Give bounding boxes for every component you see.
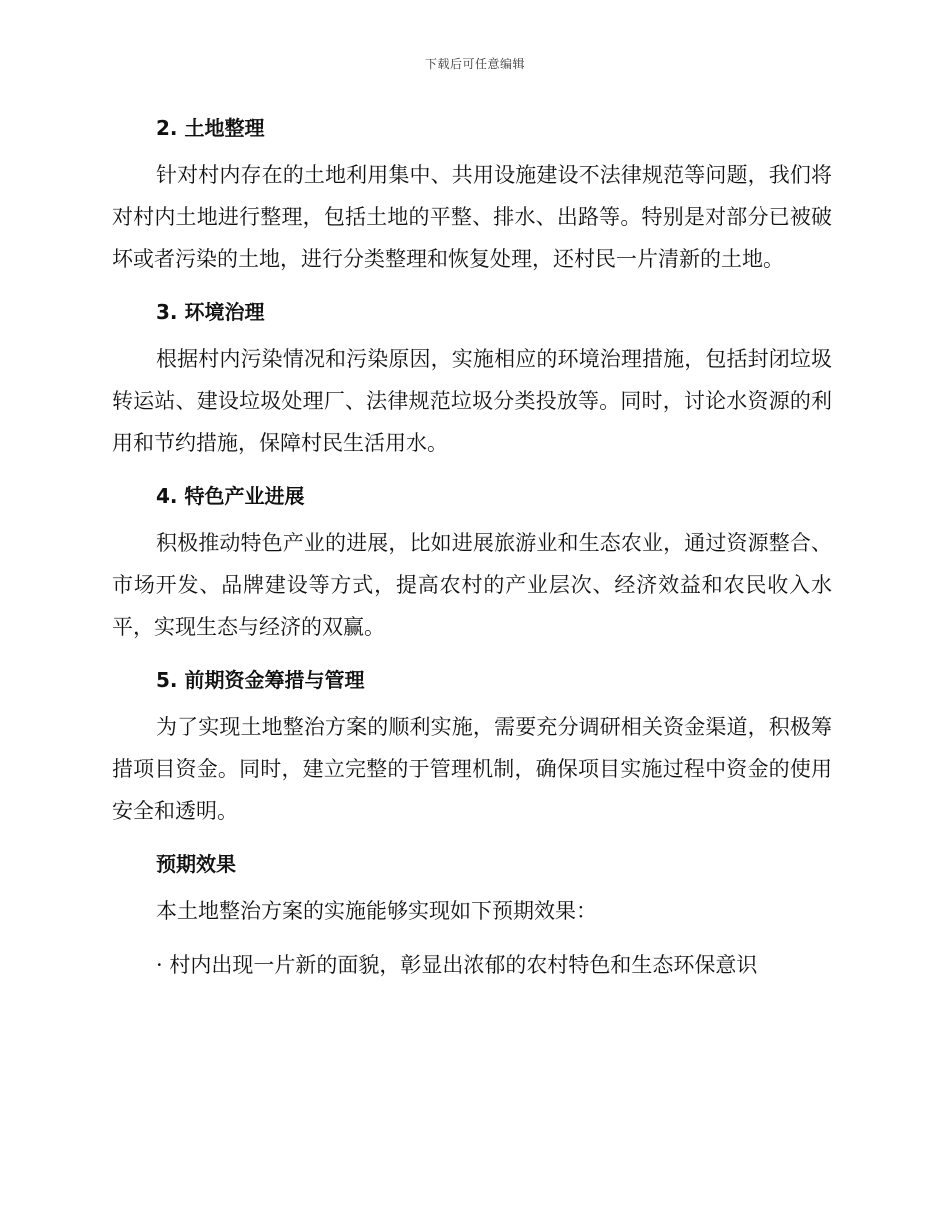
section-heading-environment: 3. 环境治理 bbox=[156, 300, 265, 324]
section-paragraph-environment: 根据村内污染情况和污染原因，实施相应的环境治理措施，包括封闭垃圾转运站、建设垃圾处理厂、法律规范垃圾分类投放等。同时，讨论水资源的利用和节约措施，保障村民生活用水。 bbox=[112, 347, 832, 455]
section-heading-land-consolidation: 2. 土地整理 bbox=[156, 116, 265, 140]
document-body bbox=[112, 108, 832, 986]
section-paragraph-industry: 积极推动特色产业的进展，比如进展旅游业和生态农业，通过资源整合、市场开发、品牌建设等方式，提高农村的产业层次、经济效益和农民收入水平，实现生态与经济的双赢。 bbox=[112, 531, 832, 639]
section-heading-industry: 4. 特色产业进展 bbox=[156, 484, 305, 508]
effects-intro: 本土地整治方案的实施能够实现如下预期效果： bbox=[156, 899, 597, 923]
section-paragraph-funding: 为了实现土地整治方案的顺利实施，需要充分调研相关资金渠道，积极筹措项目资金。同时，建立完整的于管理机制，确保项目实施过程中资金的使用安全和透明。 bbox=[112, 715, 832, 823]
section-paragraph-land-consolidation: 针对村内存在的土地利用集中、共用设施建设不法律规范等问题，我们将对村内土地进行整理，包括土地的平整、排水、出路等。特别是对部分已被破坏或者污染的土地，进行分类整理和恢复处理，还村民一片清新的土地。 bbox=[112, 163, 832, 271]
section-heading-expected-effects: 预期效果 bbox=[156, 852, 236, 876]
header-note: 下载后可任意编辑 bbox=[424, 57, 525, 71]
effects-bullet-item: · 村内出现一片新的面貌，彰显出浓郁的农村特色和生态环保意识 bbox=[156, 953, 758, 977]
section-heading-funding: 5. 前期资金筹措与管理 bbox=[156, 668, 365, 692]
